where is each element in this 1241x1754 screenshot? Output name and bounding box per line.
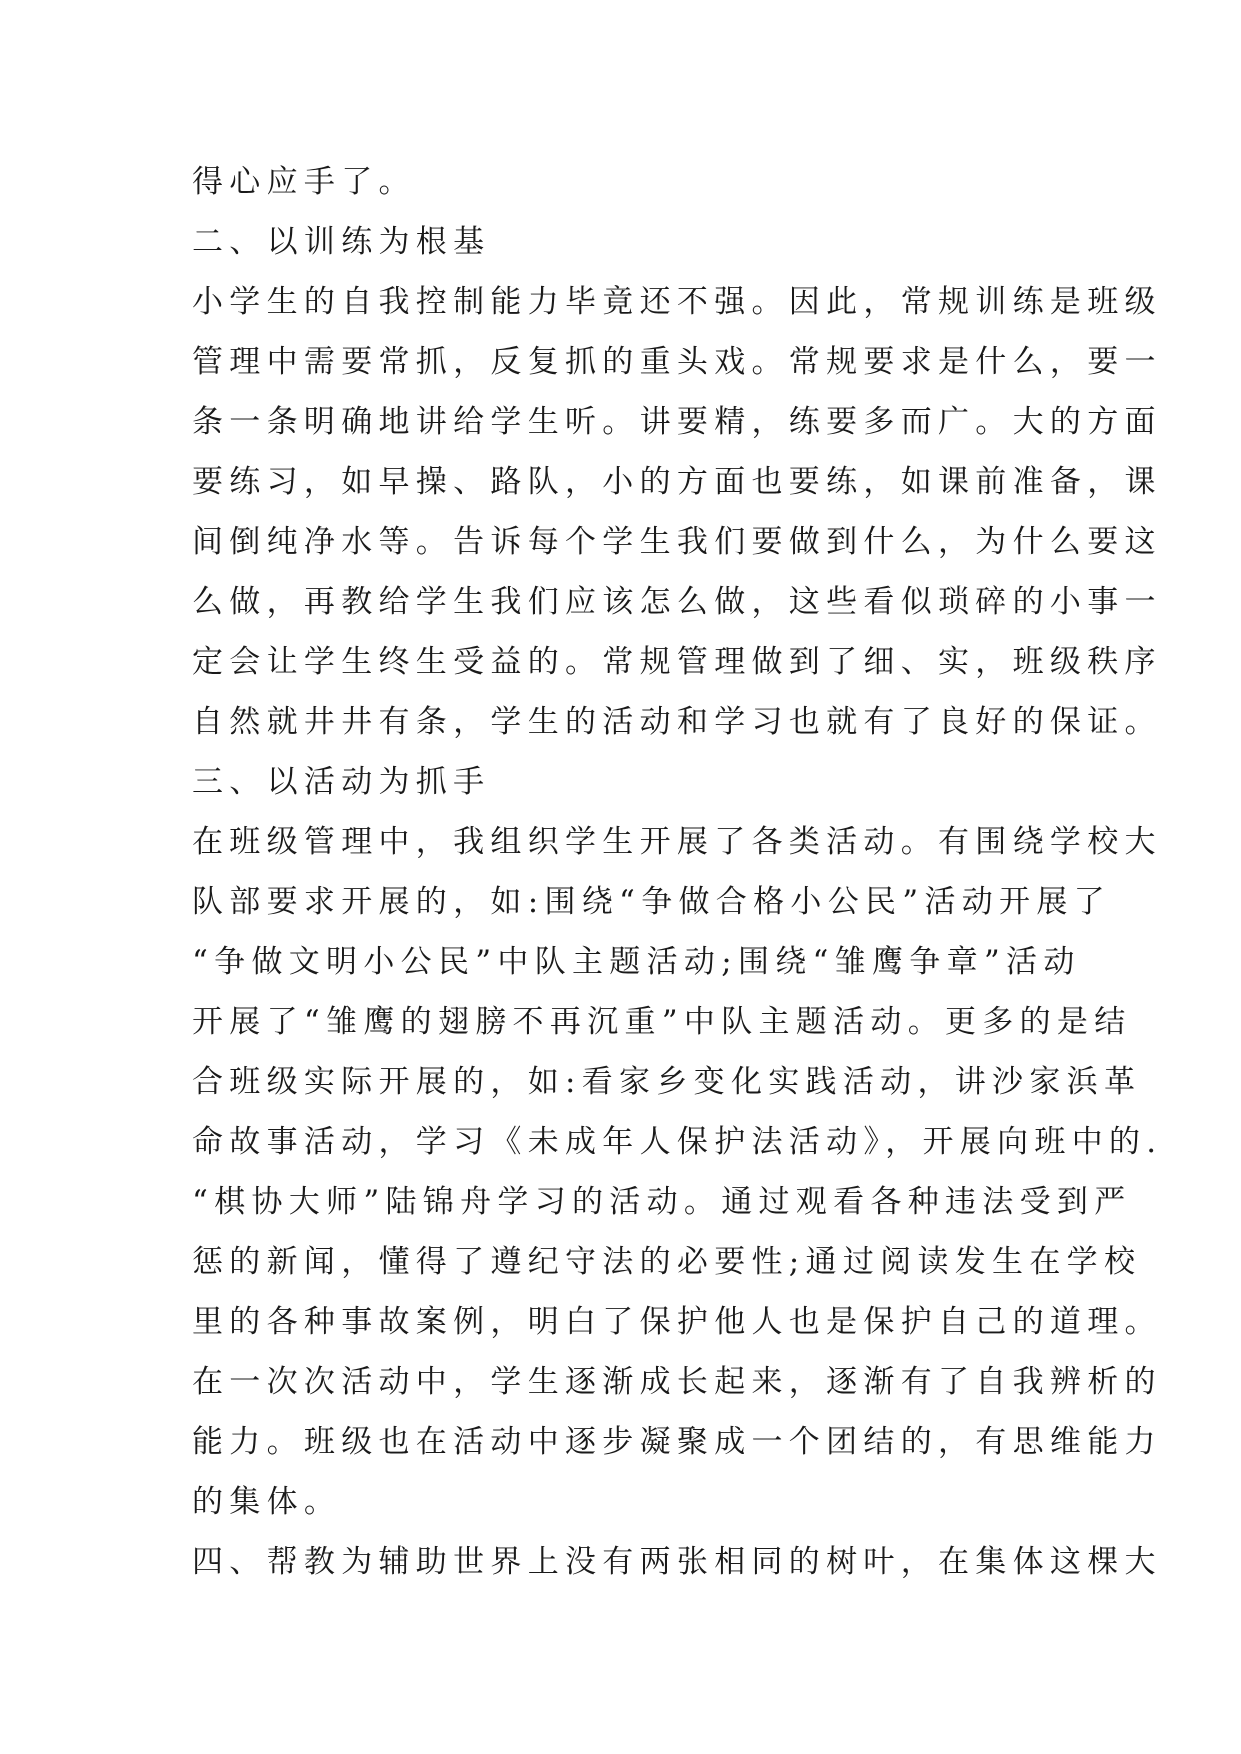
text-line: 小学生的自我控制能力毕竟还不强。因此，常规训练是班级 [192, 284, 1162, 320]
text-line: 惩的新闻，懂得了遵纪守法的必要性;通过阅读发生在学校 [192, 1244, 1142, 1280]
body-text [192, 152, 1163, 1592]
text-line: 定会让学生终生受益的。常规管理做到了细、实，班级秩序 [192, 644, 1162, 680]
text-line: 管理中需要常抓，反复抓的重头戏。常规要求是什么，要一 [192, 344, 1162, 380]
text-line: 里的各种事故案例，明白了保护他人也是保护自己的道理。 [192, 1304, 1162, 1340]
text-line: “争做文明小公民”中队主题活动;围绕“雏鹰争章”活动 [192, 944, 1081, 980]
text-line: 在一次次活动中，学生逐渐成长起来，逐渐有了自我辨析的 [192, 1364, 1162, 1400]
section-heading: 三、以活动为抓手 [192, 764, 491, 800]
text-line: 得心应手了。 [192, 164, 416, 200]
text-line: 队部要求开展的，如:围绕“争做合格小公民”活动开展了 [192, 884, 1111, 920]
text-line: 么做，再教给学生我们应该怎么做，这些看似琐碎的小事一 [192, 584, 1162, 620]
text-line: 命故事活动，学习《未成年人保护法活动》，开展向班中的. [192, 1124, 1163, 1160]
text-line: 的集体。 [192, 1484, 342, 1520]
text-line: 能力。班级也在活动中逐步凝聚成一个团结的，有思维能力 [192, 1424, 1162, 1460]
section-heading: 二、以训练为根基 [192, 224, 491, 260]
text-line: 在班级管理中，我组织学生开展了各类活动。有围绕学校大 [192, 824, 1162, 860]
section-heading: 四、帮教为辅助世界上没有两张相同的树叶，在集体这棵大 [192, 1544, 1162, 1580]
text-line: 条一条明确地讲给学生听。讲要精，练要多而广。大的方面 [192, 404, 1162, 440]
text-line: “棋协大师”陆锦舟学习的活动。通过观看各种违法受到严 [192, 1184, 1132, 1220]
text-line: 间倒纯净水等。告诉每个学生我们要做到什么，为什么要这 [192, 524, 1162, 560]
text-line: 自然就井井有条，学生的活动和学习也就有了良好的保证。 [192, 704, 1162, 740]
text-line: 要练习，如早操、路队，小的方面也要练，如课前准备，课 [192, 464, 1162, 500]
text-line: 开展了“雏鹰的翅膀不再沉重”中队主题活动。更多的是结 [192, 1004, 1132, 1040]
text-line: 合班级实际开展的，如:看家乡变化实践活动，讲沙家浜革 [192, 1064, 1142, 1100]
